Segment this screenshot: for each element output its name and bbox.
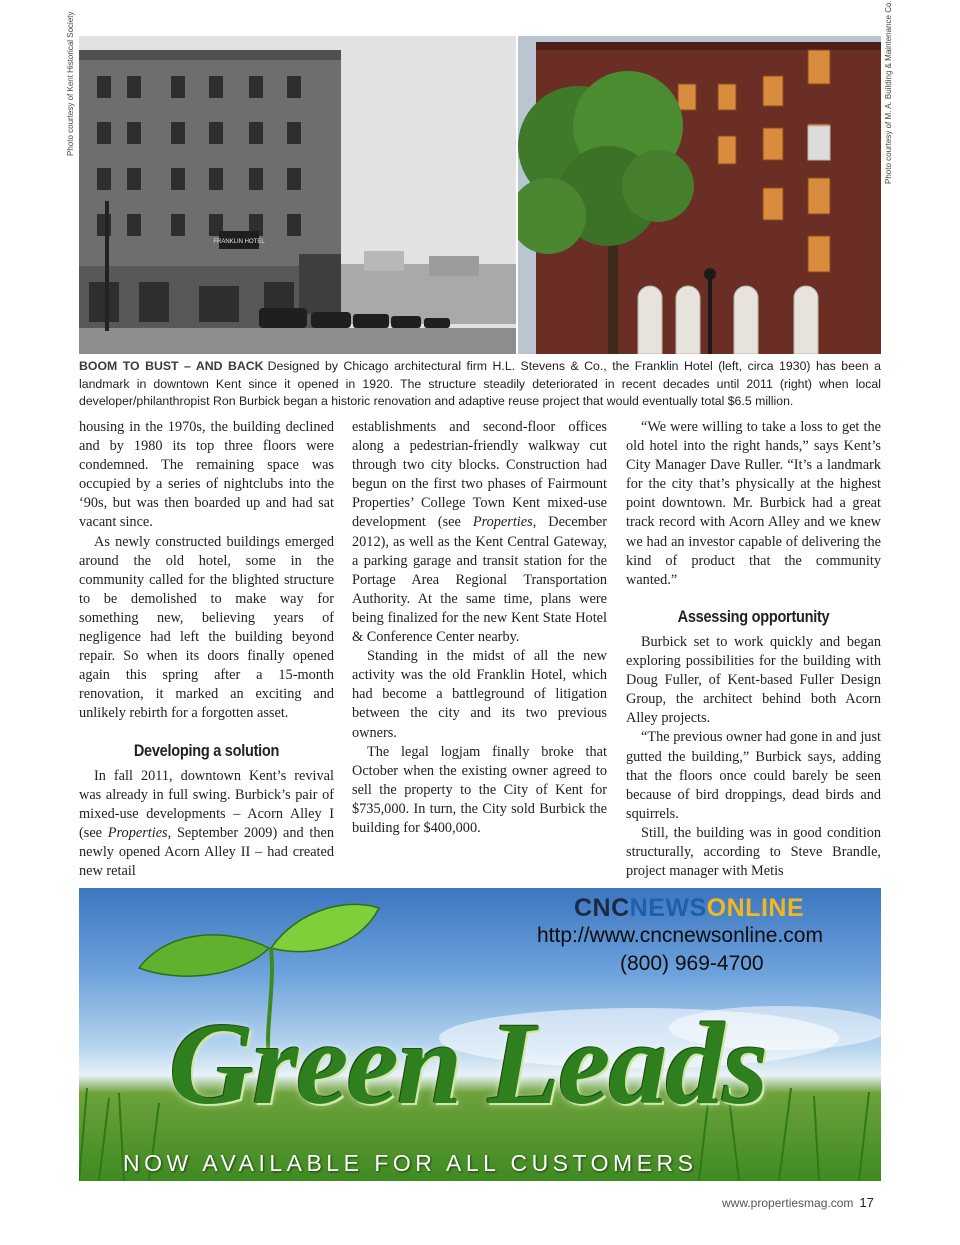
paragraph bbox=[79, 767, 334, 882]
ad-url-link[interactable]: http://www.cncnewsonline.com bbox=[537, 924, 823, 947]
article-column-1 bbox=[79, 418, 334, 881]
paragraph: As newly constructed buildings emerged around the old hotel, some in the community called for the blighted structure to be demolished to make way for something new, believing years of negligence had left the building beyond repair. So when its doors finally opened again this spring after a 15-month renovation, it marked an exciting and unlikely rebirth for a forgotten asset. bbox=[79, 533, 334, 722]
ad-tagline: NOW AVAILABLE FOR ALL CUSTOMERS bbox=[123, 1150, 698, 1176]
text-run: establishments and second-floor offices along a pedestrian-friendly walkway cut through two city blocks. Construction had begun on the first two phases of Fairmount Properties’ College Town Kent mixed-use development (see bbox=[352, 419, 607, 531]
caption-kicker: BOOM TO BUST – AND BACK bbox=[79, 359, 264, 373]
cnc-news-online-logo bbox=[574, 894, 804, 923]
historic-hotel-illustration bbox=[79, 36, 516, 354]
ad-phone-number: (800) 969-4700 bbox=[620, 952, 764, 975]
article-column-3 bbox=[626, 418, 881, 881]
text-run: , December 2012), as well as the Kent Central Gateway, a parking garage and transit station for the Portage Area Regional Transportation Authority. At the same time, plans were being finalized for the new Kent State Hotel & Conference Center nearby. bbox=[352, 514, 607, 646]
logo-cnc: CNC bbox=[574, 894, 630, 922]
ad-title: Green Leads bbox=[169, 998, 767, 1129]
photo-credit-right: Photo courtesy of M. A. Building & Maintenance Co. bbox=[884, 0, 893, 184]
photo-caption bbox=[79, 358, 881, 411]
leaf-left-icon bbox=[139, 935, 269, 976]
renovation-hotel-photo bbox=[518, 36, 881, 354]
article-column-2 bbox=[352, 418, 607, 838]
paragraph bbox=[352, 418, 607, 647]
magazine-name: Properties bbox=[107, 824, 168, 841]
paragraph: “We were willing to take a loss to get the old hotel into the right hands,” says Kent’s City Manager Dave Ruller. “It’s a landmark for the city that’s physically at the highest point downtown. Mr. Burbick had a great track record with Acorn Alley and we knew we had an investor capable of delivering the kind of product that the community wanted.” bbox=[626, 419, 881, 588]
paragraph: “The previous owner had gone in and just gutted the building,” Burbick says, adding that the floors once could barely be seen because of bird droppings, dead birds and squirrels. bbox=[626, 729, 881, 822]
paragraph: Standing in the midst of all the new activity was the old Franklin Hotel, which had become a battleground of litigation between the city and its two previous owners. bbox=[352, 648, 607, 741]
leaf-right-icon bbox=[271, 904, 379, 951]
paragraph: Burbick set to work quickly and began exploring possibilities for the building with Doug Fuller, of Kent-based Fuller Design Group, the architect behind both Acorn Alley projects. bbox=[626, 633, 881, 727]
photo-credit-left: Photo courtesy of Kent Historical Society bbox=[66, 11, 75, 156]
logo-news: NEWS bbox=[629, 894, 707, 922]
page-number: 17 bbox=[859, 1195, 874, 1210]
historic-hotel-photo bbox=[79, 36, 516, 354]
text-run: In fall 2011, downtown Kent’s revival was already in full swing. Burbick’s pair of mixed-use developments – Acorn Alley I (see bbox=[79, 767, 334, 841]
green-leads-advertisement[interactable] bbox=[79, 888, 881, 1181]
subhead-developing-solution: Developing a solution bbox=[133, 741, 280, 760]
page-footer bbox=[722, 1195, 874, 1210]
magazine-name: Properties bbox=[472, 514, 533, 531]
renovation-hotel-illustration bbox=[518, 36, 881, 354]
paragraph: Still, the building was in good condition structurally, according to Steve Brandle, project manager with Metis bbox=[626, 824, 881, 880]
caption-text: Designed by Chicago architectural firm H.L. Stevens & Co., the Franklin Hotel (left, circa 1930) has been a landmark in downtown Kent since it opened in 1920. The structure steadily deteriorated in recent decades until 2011 (right) when local developer/philanthropist Ron Burbick began a historic renovation and adaptive reuse project that would eventually total $6.5 million. bbox=[79, 359, 881, 408]
website-url[interactable]: www.propertiesmag.com bbox=[722, 1196, 854, 1210]
text-run: , September 2009) and then newly opened Acorn Alley II – had created new retail bbox=[79, 824, 334, 880]
paragraph: The legal logjam finally broke that October when the existing owner agreed to sell the property to the City of Kent for $735,000. In turn, the City sold Burbick the building for $400,000. bbox=[352, 743, 607, 836]
paragraph: housing in the 1970s, the building declined and by 1980 its top three floors were condemned. The remaining space was occupied by a series of nightclubs into the ‘90s, but was then boarded up and had sat vacant since. bbox=[79, 419, 334, 531]
hotel-sign: FRANKLIN HOTEL bbox=[213, 239, 265, 245]
logo-online: ONLINE bbox=[706, 894, 805, 922]
subhead-assessing-opportunity: Assessing opportunity bbox=[677, 607, 830, 626]
